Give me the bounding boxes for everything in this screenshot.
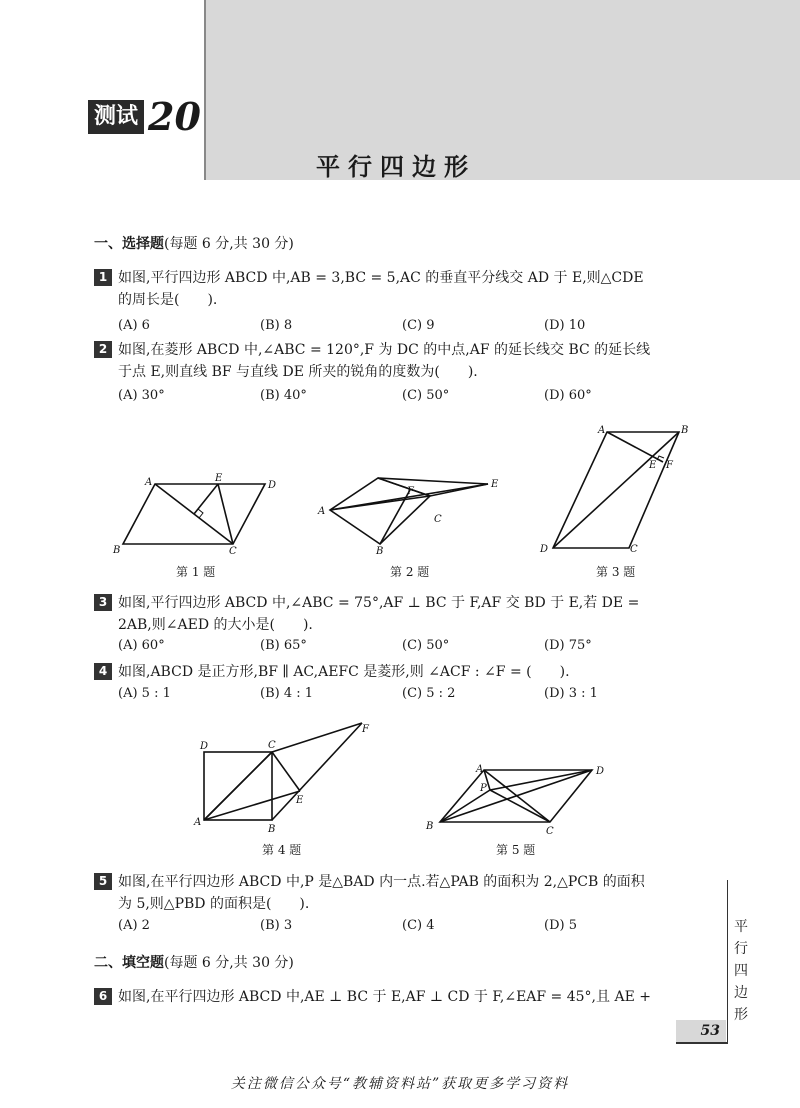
question-1-line2: 的周长是( ). (118, 292, 218, 308)
fig5-label-b: B (426, 821, 434, 832)
test-label (88, 94, 201, 139)
question-3 (94, 592, 724, 636)
option-a: (A) 2 (118, 918, 150, 933)
fig4-label-e: E (296, 795, 304, 806)
fig1-label-d: D (268, 480, 277, 491)
figure-1 (105, 470, 290, 560)
test-label-box: 测试 (88, 100, 144, 134)
question-2-number: 2 (94, 341, 112, 358)
section-1-heading (94, 233, 294, 253)
option-d: (D) 75° (544, 638, 592, 653)
option-b: (B) 4 : 1 (260, 686, 314, 701)
question-2 (94, 339, 724, 383)
header-divider (204, 0, 206, 180)
figure-3 (535, 420, 695, 558)
question-2-line1: 如图,在菱形 ABCD 中,∠ABC = 120°,F 为 DC 的中点,AF 的延长线交 BC 的延长线 (118, 342, 651, 358)
fig2-label-e: E (491, 479, 499, 490)
question-4 (94, 661, 724, 683)
question-2-options (118, 388, 686, 403)
question-5 (94, 871, 724, 915)
option-c: (C) 50° (402, 388, 450, 403)
fig3-label-b: B (681, 425, 689, 436)
option-b: (B) 65° (260, 638, 307, 653)
page-number-underline (676, 1042, 728, 1044)
fig2-label-f: F (407, 486, 414, 497)
section-2-title: 二、填空题 (94, 955, 164, 971)
figure-3-caption: 第 3 题 (596, 565, 636, 579)
option-a: (A) 6 (118, 318, 150, 333)
question-2-line2: 于点 E,则直线 BF 与直线 DE 所夹的锐角的度数为( ). (118, 364, 478, 380)
question-5-line2: 为 5,则△PBD 的面积是( ). (118, 896, 310, 912)
figure-5 (420, 758, 620, 838)
question-3-line2: 2AB,则∠AED 的大小是( ). (118, 617, 313, 633)
fig1-label-e: E (215, 473, 223, 484)
section-1-note: (每题 6 分,共 30 分) (164, 236, 294, 252)
question-6-number: 6 (94, 988, 112, 1005)
option-b: (B) 3 (260, 918, 293, 933)
option-b: (B) 8 (260, 318, 293, 333)
option-a: (A) 5 : 1 (118, 686, 171, 701)
question-1 (94, 267, 724, 311)
option-d: (D) 5 (544, 918, 577, 933)
fig2-label-b: B (376, 546, 384, 556)
option-a: (A) 60° (118, 638, 165, 653)
option-c: (C) 5 : 2 (402, 686, 456, 701)
fig4-label-b: B (268, 824, 276, 835)
figure-1-caption: 第 1 题 (176, 565, 216, 579)
question-3-options (118, 638, 686, 653)
question-4-options (118, 686, 686, 701)
fig1-label-a: A (145, 477, 153, 488)
figure-2 (310, 464, 510, 556)
fig4-label-a: A (194, 817, 202, 828)
question-4-number: 4 (94, 663, 112, 680)
side-chapter-label: 平行四边形 (734, 919, 748, 1023)
question-4-line1: 如图,ABCD 是正方形,BF ∥ AC,AEFC 是菱形,则 ∠ACF : ∠F = ( ). (118, 664, 570, 680)
option-a: (A) 30° (118, 388, 165, 403)
option-b: (B) 40° (260, 388, 307, 403)
page-number: 53 (676, 1020, 726, 1042)
fig5-label-c: C (546, 826, 554, 837)
fig3-label-c: C (630, 544, 638, 555)
fig5-label-a: A (476, 764, 484, 775)
fig2-label-c: C (434, 514, 442, 525)
question-6 (94, 986, 724, 1008)
figure-5-caption: 第 5 题 (496, 843, 536, 857)
question-1-line1: 如图,平行四边形 ABCD 中,AB = 3,BC = 5,AC 的垂直平分线交 AD 于 E,则△CDE (118, 270, 644, 286)
fig4-label-d: D (200, 741, 209, 752)
page-title: 平行四边形 (316, 153, 476, 181)
question-5-line1: 如图,在平行四边形 ABCD 中,P 是△BAD 内一点.若△PAB 的面积为 2,△PCB 的面积 (118, 874, 645, 890)
question-1-number: 1 (94, 269, 112, 286)
fig4-label-c: C (268, 740, 276, 751)
fig5-label-p: P (480, 783, 487, 794)
fig1-label-b: B (113, 545, 121, 556)
test-number: 20 (148, 94, 201, 139)
fig5-label-d: D (596, 766, 605, 777)
fig3-label-a: A (598, 425, 606, 436)
option-d: (D) 60° (544, 388, 592, 403)
question-6-line1: 如图,在平行四边形 ABCD 中,AE ⊥ BC 于 E,AF ⊥ CD 于 F,∠EAF = 45°,且 AE + (118, 989, 651, 1005)
question-1-options (118, 318, 686, 333)
question-3-line1: 如图,平行四边形 ABCD 中,∠ABC = 75°,AF ⊥ BC 于 F,AF 交 BD 于 E,若 DE = (118, 595, 640, 611)
fig4-label-f: F (362, 724, 369, 735)
option-d: (D) 10 (544, 318, 586, 333)
fig3-label-e: E (649, 460, 657, 471)
question-3-number: 3 (94, 594, 112, 611)
question-5-number: 5 (94, 873, 112, 890)
fig3-label-d: D (540, 544, 549, 555)
section-2-heading (94, 952, 294, 972)
footer-watermark: 关注微信公众号“教辅资料站”获取更多学习资料 (230, 1076, 570, 1092)
fig3-label-f: F (666, 460, 673, 471)
side-divider (727, 880, 728, 1042)
fig2-label-a: A (318, 506, 326, 517)
option-c: (C) 50° (402, 638, 450, 653)
figure-4 (190, 715, 380, 837)
section-2-note: (每题 6 分,共 30 分) (164, 955, 294, 971)
figure-2-caption: 第 2 题 (390, 565, 430, 579)
figure-4-caption: 第 4 题 (262, 843, 302, 857)
option-c: (C) 4 (402, 918, 435, 933)
fig1-label-c: C (229, 546, 237, 557)
question-5-options (118, 918, 686, 933)
option-c: (C) 9 (402, 318, 435, 333)
section-1-title: 一、选择题 (94, 236, 164, 252)
header-band (205, 0, 800, 180)
option-d: (D) 3 : 1 (544, 686, 598, 701)
